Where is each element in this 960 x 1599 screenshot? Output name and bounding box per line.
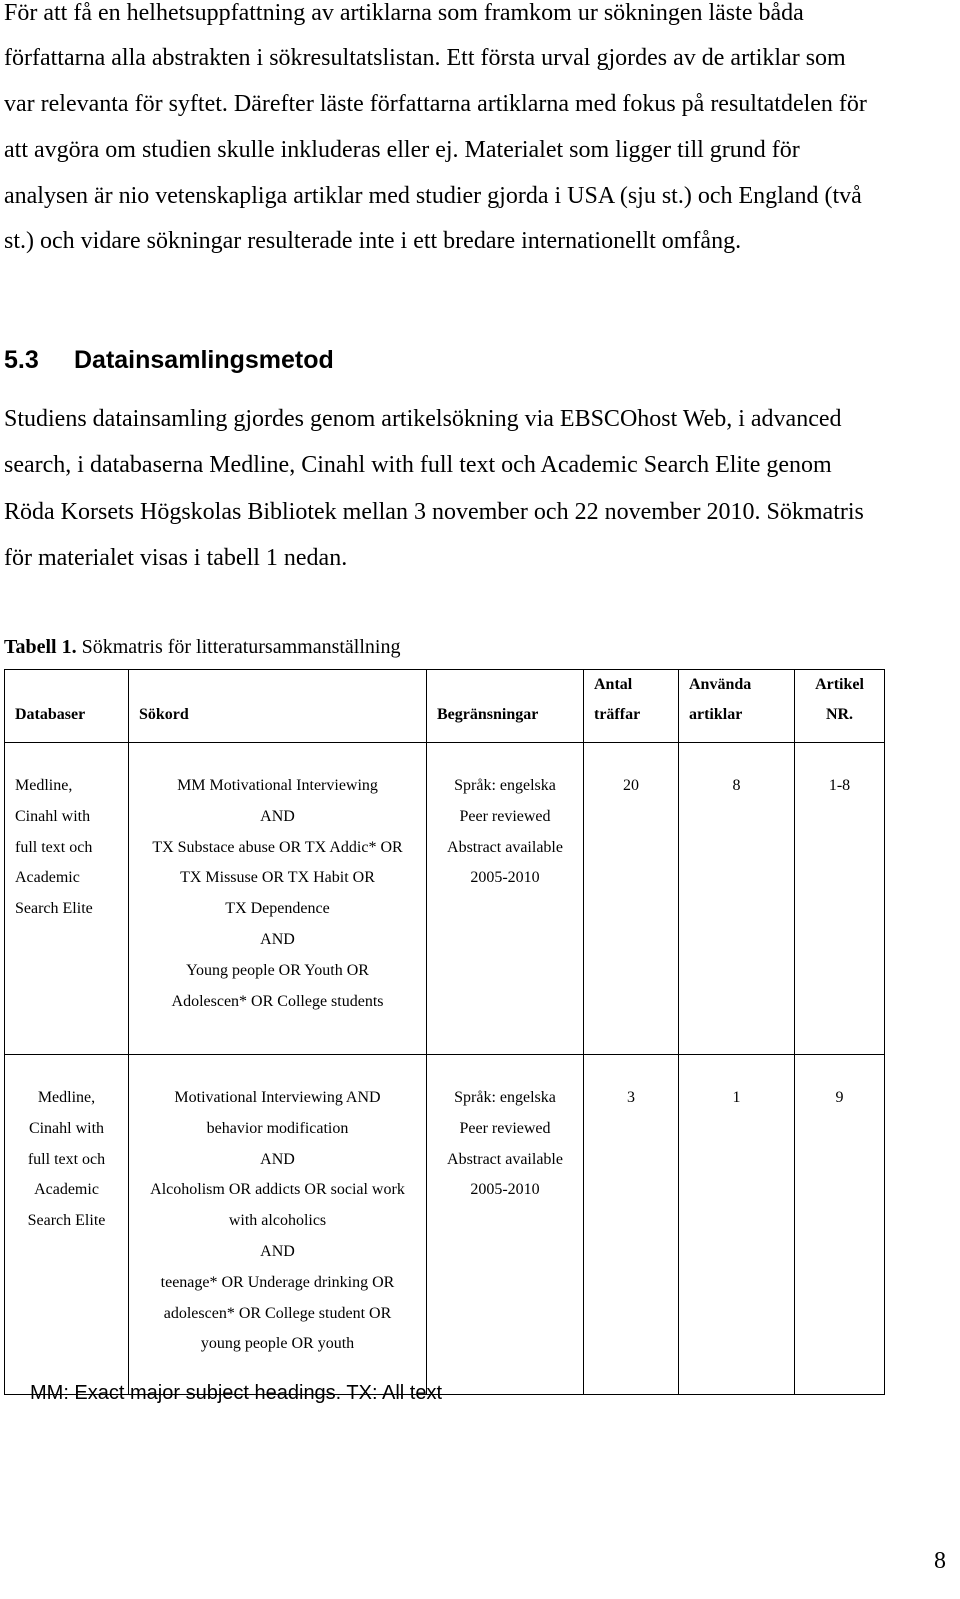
cell-line: Search Elite [27,1212,106,1230]
cell-line: adolescen* OR College student OR [163,1304,392,1322]
header-text: Använda [689,676,752,693]
cell-line: Alcoholism OR addicts OR social work [150,1181,405,1199]
cell-artikel [795,1055,885,1395]
page-number: 8 [934,1548,946,1574]
cell-value: 1 [732,1089,741,1106]
cell-artikel [795,743,885,1055]
cell-antal [584,1055,679,1395]
cell-databaser [5,743,129,1055]
header-text: NR. [825,706,854,723]
paragraph-line: st.) och vidare sökningar resulterade inte i ett bredare internationellt omfång. [4,228,742,254]
cell-line: Academic [34,1181,99,1199]
cell-line: AND [260,930,295,948]
cell-line: Medline, [37,1089,96,1106]
cell-line: Cinahl with [28,1119,105,1137]
cell-line: Adolescen* OR College students [171,992,384,1010]
cell-value: 9 [835,1089,844,1106]
cell-line: Motivational Interviewing AND [174,1089,381,1106]
table-caption [4,636,400,659]
cell-begransningar [427,1055,584,1395]
header-anvanda [679,670,795,743]
paragraph-line: var relevanta för syftet. Därefter läste författarna artiklarna med fokus på resultatdelen för [4,91,867,117]
paragraph-line: analysen är nio vetenskapliga artiklar med studier gjorda i USA (sju st.) och England (två [4,183,862,209]
cell-line: full text och [27,1150,106,1168]
cell-line: Academic [15,869,80,887]
cell-line: Search Elite [15,900,93,918]
paragraph-line: Studiens datainsamling gjordes genom artikelsökning via EBSCOhost Web, i advanced [4,406,842,432]
cell-line: Medline, [15,777,73,794]
table-row [5,1055,885,1395]
cell-line: TX Substace abuse OR TX Addic* OR [152,838,403,856]
cell-value: 1-8 [828,777,851,794]
cell-anvanda [679,1055,795,1395]
cell-line: with alcoholics [228,1212,327,1230]
table-header-row [5,670,885,743]
cell-line: AND [260,807,295,825]
cell-line: behavior modification [206,1119,349,1137]
cell-sokord [129,743,427,1055]
cell-line: Abstract available [447,838,563,856]
paragraph-line: för materialet visas i tabell 1 nedan. [4,545,348,571]
table-footnote: MM: Exact major subject headings. TX: All text [30,1382,443,1404]
cell-line: full text och [15,838,93,856]
header-sokord [129,670,427,743]
cell-value: 20 [623,777,639,794]
cell-sokord [129,1055,427,1395]
cell-line: 2005-2010 [470,1181,540,1199]
header-text: Sökord [139,706,189,723]
header-text: träffar [594,706,641,723]
cell-line: TX Missuse OR TX Habit OR [180,869,375,887]
header-text: artiklar [689,706,743,723]
header-text: Databaser [15,706,86,723]
cell-line: Språk: engelska [454,1089,556,1106]
cell-antal [584,743,679,1055]
cell-value: 8 [732,777,741,794]
cell-line: young people OR youth [200,1335,355,1353]
header-begransningar [427,670,584,743]
header-text: Begränsningar [437,706,539,723]
paragraph-line: För att få en helhetsuppfattning av artiklarna som framkom ur sökningen läste båda [4,0,804,26]
header-text: Artikel [815,676,864,693]
paragraph-line: att avgöra om studien skulle inkluderas eller ej. Materialet som ligger till grund för [4,137,800,163]
cell-line: Peer reviewed [459,807,551,825]
cell-line: Språk: engelska [454,777,556,794]
cell-line: MM Motivational Interviewing [177,777,378,794]
table-caption-label: Tabell 1. [4,636,77,658]
cell-line: 2005-2010 [470,869,540,887]
section-heading [4,346,334,375]
cell-line: TX Dependence [225,900,330,918]
header-text: Antal [594,676,633,693]
header-databaser [5,670,129,743]
header-artikel [795,670,885,743]
cell-databaser [5,1055,129,1395]
search-matrix-table [4,669,885,1395]
cell-line: AND [260,1242,295,1260]
cell-anvanda [679,743,795,1055]
table-row [5,743,885,1055]
cell-value: 3 [627,1089,635,1106]
paragraph-line: search, i databaserna Medline, Cinahl with full text och Academic Search Elite genom [4,452,832,478]
header-antal [584,670,679,743]
cell-line: teenage* OR Underage drinking OR [160,1273,395,1291]
cell-begransningar [427,743,584,1055]
paragraph-line: Röda Korsets Högskolas Bibliotek mellan 3 november och 22 november 2010. Sökmatris [4,499,864,525]
cell-line: Cinahl with [15,807,91,825]
cell-line: Abstract available [447,1150,563,1168]
cell-line: Peer reviewed [459,1119,551,1137]
cell-line: Young people OR Youth OR [186,961,369,979]
paragraph-line: författarna alla abstrakten i sökresultatslistan. Ett första urval gjordes av de artiklar som [4,45,846,71]
cell-line: AND [260,1150,295,1168]
table-caption-text: Sökmatris för litteratursammanställning [76,636,401,658]
section-number: 5.3 [4,346,39,374]
section-title: Datainsamlingsmetod [74,346,334,374]
